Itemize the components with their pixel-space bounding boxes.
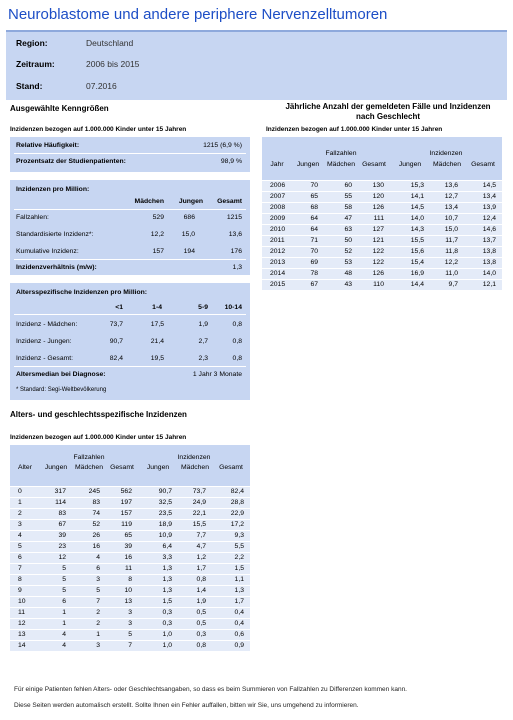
table-cell: 7 <box>106 640 138 651</box>
table-cell: 562 <box>106 486 138 497</box>
table-cell: 14,3 <box>390 224 430 235</box>
row-label-cell: 2008 <box>262 202 292 213</box>
table-cell: 2 <box>72 607 106 618</box>
col-header: Jungen <box>398 160 422 168</box>
row-label-cell: 2 <box>10 508 40 519</box>
table-cell: 7,7 <box>178 530 212 541</box>
table-cell: 10 <box>106 585 138 596</box>
table-cell: 17,2 <box>212 519 250 530</box>
row-label-cell: 10 <box>10 596 40 607</box>
table-cell: 3 <box>72 640 106 651</box>
table-cell: 32,5 <box>138 497 178 508</box>
table-cell: 65 <box>292 191 324 202</box>
table-cell: 12,1 <box>464 279 502 290</box>
table-cell: 9,3 <box>212 530 250 541</box>
table-row <box>10 486 250 497</box>
table-cell: 0,3 <box>138 607 178 618</box>
alters-table <box>10 445 250 651</box>
table-cell: 130 <box>358 180 390 191</box>
group-header-inzidenzen: Inzidenzen <box>429 150 463 157</box>
kenngroessen-subtitle: Inzidenzen bezogen auf 1.000.000 Kinder unter 15 Jahren <box>10 126 187 133</box>
table-row <box>10 508 250 519</box>
info-value: 2006 bis 2015 <box>86 59 140 69</box>
alter-cell: 73,7 <box>109 321 123 328</box>
info-box <box>6 30 507 100</box>
table-cell: 12,4 <box>464 213 502 224</box>
table-cell: 0,4 <box>212 618 250 629</box>
table-cell: 83 <box>40 508 72 519</box>
table-cell: 39 <box>40 530 72 541</box>
table-cell: 63 <box>324 224 358 235</box>
table-cell: 5 <box>106 629 138 640</box>
col-header: Gesamt <box>110 463 134 471</box>
table-cell: 4 <box>72 552 106 563</box>
col-header: Mädchen <box>181 463 209 471</box>
table-cell: 0,3 <box>178 629 212 640</box>
table-row <box>10 519 250 530</box>
table-cell: 197 <box>106 497 138 508</box>
jaehrlich-title-1: Jährliche Anzahl der gemeldeten Fälle und Inzidenzen <box>285 102 491 111</box>
studien-label: Prozentsatz der Studienpatienten: <box>16 158 126 165</box>
group-header-fallzahlen: Fallzahlen <box>325 150 357 157</box>
table-cell: 5 <box>72 585 106 596</box>
row-label-cell: 2012 <box>262 246 292 257</box>
alter-cell: 2,3 <box>198 355 208 362</box>
table-cell: 13,8 <box>464 257 502 268</box>
table-cell: 15,5 <box>178 519 212 530</box>
alter-cell: 0,8 <box>232 338 242 345</box>
alter-header: <1 <box>115 304 123 311</box>
table-row <box>262 191 502 202</box>
header-spacer <box>10 445 40 461</box>
table-cell: 5 <box>40 574 72 585</box>
table-cell: 73,7 <box>178 486 212 497</box>
table-cell: 15,3 <box>390 180 430 191</box>
table-cell: 14,1 <box>390 191 430 202</box>
divider <box>14 209 246 210</box>
jaehrlich-title-2: nach Geschlecht <box>355 112 421 121</box>
table-cell: 126 <box>358 268 390 279</box>
col-header: Gesamt <box>362 160 386 168</box>
col-header: Gesamt <box>471 160 495 168</box>
table-cell: 1,5 <box>138 596 178 607</box>
table-cell: 67 <box>40 519 72 530</box>
table-row <box>262 202 502 213</box>
inzidenzen-box <box>10 180 250 275</box>
table-cell: 74 <box>72 508 106 519</box>
table-cell: 1,1 <box>212 574 250 585</box>
alter-cell: 82,4 <box>109 355 123 362</box>
table-cell: 39 <box>106 541 138 552</box>
row-label-cell: 1 <box>10 497 40 508</box>
table-cell: 110 <box>358 279 390 290</box>
group-header-inzidenzen: Inzidenzen <box>177 454 211 461</box>
table-row <box>262 235 502 246</box>
table-cell: 1,3 <box>212 585 250 596</box>
table-cell: 3 <box>106 618 138 629</box>
table-cell: 60 <box>324 180 358 191</box>
row-label-cell: 12 <box>10 618 40 629</box>
table-row <box>10 640 250 651</box>
inz-cell: 529 <box>152 214 164 221</box>
haeufigkeit-value: 1215 (6,9 %) <box>203 142 242 149</box>
table-cell: 0,3 <box>138 618 178 629</box>
alter-header: 1-4 <box>152 304 162 311</box>
table-cell: 0,4 <box>212 607 250 618</box>
table-cell: 24,9 <box>178 497 212 508</box>
table-cell: 9,7 <box>430 279 464 290</box>
table-cell: 14,5 <box>390 202 430 213</box>
table-cell: 0,8 <box>178 574 212 585</box>
table-cell: 69 <box>292 257 324 268</box>
table-cell: 14,6 <box>464 224 502 235</box>
row-label-cell: 11 <box>10 607 40 618</box>
table-cell: 3,3 <box>138 552 178 563</box>
row-label-cell: 0 <box>10 486 40 497</box>
table-cell: 14,5 <box>464 180 502 191</box>
table-cell: 1,7 <box>178 563 212 574</box>
inz-cell: 13,6 <box>228 231 242 238</box>
table-cell: 122 <box>358 257 390 268</box>
table-row <box>10 596 250 607</box>
table-cell: 1,3 <box>138 574 178 585</box>
table-row <box>262 257 502 268</box>
table-cell: 1,2 <box>178 552 212 563</box>
row-label-cell: 9 <box>10 585 40 596</box>
table-cell: 58 <box>324 202 358 213</box>
table-cell: 1,4 <box>178 585 212 596</box>
divider <box>14 366 246 367</box>
standard-note: * Standard: Segi-Weltbevölkerung <box>16 387 107 393</box>
table-row <box>10 541 250 552</box>
studien-value: 98,9 % <box>220 158 242 165</box>
header-padding <box>262 171 502 180</box>
table-row <box>10 552 250 563</box>
info-label: Region: <box>16 38 48 48</box>
col-header: Jungen <box>44 463 68 471</box>
jaehrlich-table <box>262 137 502 290</box>
divider <box>14 153 246 154</box>
table-cell: 5 <box>40 563 72 574</box>
alter-row-label: Inzidenz - Gesamt: <box>16 355 74 362</box>
jaehrlich-subtitle: Inzidenzen bezogen auf 1.000.000 Kinder unter 15 Jahren <box>266 126 443 133</box>
table-cell: 71 <box>292 235 324 246</box>
table-cell: 53 <box>324 257 358 268</box>
table-cell: 28,8 <box>212 497 250 508</box>
table-cell: 14,0 <box>464 268 502 279</box>
col-header: Jungen <box>296 160 320 168</box>
table-cell: 52 <box>72 519 106 530</box>
alters-inzidenz-box <box>10 283 250 400</box>
row-label-cell: 2006 <box>262 180 292 191</box>
table-cell: 26 <box>72 530 106 541</box>
table-cell: 1,3 <box>138 585 178 596</box>
haeufigkeit-label: Relative Häufigkeit: <box>16 142 80 149</box>
table-cell: 3 <box>106 607 138 618</box>
table-cell: 22,9 <box>212 508 250 519</box>
table-cell: 1 <box>72 629 106 640</box>
table-cell: 23 <box>40 541 72 552</box>
table-cell: 12 <box>40 552 72 563</box>
info-row-zeitraum <box>16 59 139 69</box>
table-cell: 4 <box>40 640 72 651</box>
inz-header-maedchen: Mädchen <box>134 198 164 205</box>
alter-cell: 0,8 <box>232 321 242 328</box>
table-cell: 6,4 <box>138 541 178 552</box>
table-cell: 15,0 <box>430 224 464 235</box>
alter-row-label: Inzidenz - Jungen: <box>16 338 72 345</box>
table-row <box>10 618 250 629</box>
alter-cell: 0,8 <box>232 355 242 362</box>
table-row <box>10 629 250 640</box>
table-cell: 16 <box>72 541 106 552</box>
info-label: Zeitraum: <box>16 59 55 69</box>
table-row <box>10 585 250 596</box>
col-header-jahr: Jahr <box>270 160 284 168</box>
table-row <box>10 563 250 574</box>
table-cell: 317 <box>40 486 72 497</box>
row-label-cell: 2015 <box>262 279 292 290</box>
inz-row-label: Standardisierte Inzidenz*: <box>16 231 94 238</box>
col-header: Mädchen <box>433 160 461 168</box>
kenngroessen-title: Ausgewählte Kenngrößen <box>10 104 109 113</box>
alters-title: Alters- und geschlechtsspezifische Inzidenzen <box>10 410 187 419</box>
info-label: Stand: <box>16 81 43 91</box>
table-cell: 11,0 <box>430 268 464 279</box>
table-cell: 1 <box>40 618 72 629</box>
footer-note-1: Für einige Patienten fehlen Alters- oder Geschlechtsangaben, so dass es beim Summieren von Fallzahlen zu Differenzen kommen kann. <box>14 686 407 693</box>
table-cell: 13,9 <box>464 202 502 213</box>
table-cell: 0,5 <box>178 607 212 618</box>
table-cell: 22,1 <box>178 508 212 519</box>
info-value: Deutschland <box>86 38 134 48</box>
table-cell: 55 <box>324 191 358 202</box>
page-title: Neuroblastome und andere periphere Nervenzelltumoren <box>8 6 388 23</box>
inz-cell: 194 <box>183 248 195 255</box>
table-cell: 1,0 <box>138 629 178 640</box>
inz-cell: 15,0 <box>181 231 195 238</box>
table-cell: 47 <box>324 213 358 224</box>
inz-header-gesamt: Gesamt <box>217 198 242 205</box>
table-cell: 0,8 <box>178 640 212 651</box>
row-label-cell: 2011 <box>262 235 292 246</box>
inz-cell: 686 <box>183 214 195 221</box>
row-label-cell: 2013 <box>262 257 292 268</box>
table-cell: 5 <box>40 585 72 596</box>
table-cell: 18,9 <box>138 519 178 530</box>
table-cell: 12,2 <box>430 257 464 268</box>
table-cell: 127 <box>358 224 390 235</box>
table-cell: 0,6 <box>212 629 250 640</box>
table-cell: 13,6 <box>430 180 464 191</box>
table-cell: 121 <box>358 235 390 246</box>
table-cell: 15,4 <box>390 257 430 268</box>
alters-subtitle: Inzidenzen bezogen auf 1.000.000 Kinder unter 15 Jahren <box>10 434 187 441</box>
divider <box>14 314 246 315</box>
table-cell: 119 <box>106 519 138 530</box>
row-label-cell: 7 <box>10 563 40 574</box>
alter-cell: 2,7 <box>198 338 208 345</box>
table-cell: 16 <box>106 552 138 563</box>
table-cell: 13 <box>106 596 138 607</box>
alter-row-label: Inzidenz - Mädchen: <box>16 321 78 328</box>
alter-header: 10-14 <box>224 304 242 311</box>
table-cell: 68 <box>292 202 324 213</box>
inz-row-label: Kumulative Inzidenz: <box>16 248 79 255</box>
verhaeltnis-label: Inzidenzverhältnis (m/w): <box>16 264 97 271</box>
table-row <box>262 180 502 191</box>
table-cell: 0,5 <box>178 618 212 629</box>
table-cell: 23,5 <box>138 508 178 519</box>
table-cell: 70 <box>292 246 324 257</box>
row-label-cell: 13 <box>10 629 40 640</box>
inz-cell: 176 <box>230 248 242 255</box>
table-cell: 2 <box>72 618 106 629</box>
inz-cell: 157 <box>152 248 164 255</box>
alter-cell: 21,4 <box>150 338 164 345</box>
table-cell: 70 <box>292 180 324 191</box>
table-cell: 83 <box>72 497 106 508</box>
table-row <box>262 224 502 235</box>
table-cell: 1,7 <box>212 596 250 607</box>
table-cell: 4,7 <box>178 541 212 552</box>
table-cell: 48 <box>324 268 358 279</box>
table-row <box>10 607 250 618</box>
table-cell: 65 <box>106 530 138 541</box>
table-cell: 11,7 <box>430 235 464 246</box>
table-cell: 8 <box>106 574 138 585</box>
table-cell: 10,7 <box>430 213 464 224</box>
table-cell: 14,4 <box>390 279 430 290</box>
table-cell: 64 <box>292 213 324 224</box>
row-label-cell: 8 <box>10 574 40 585</box>
table-cell: 111 <box>358 213 390 224</box>
verhaeltnis-value: 1,3 <box>232 264 242 271</box>
col-header: Mädchen <box>327 160 355 168</box>
median-label: Altersmedian bei Diagnose: <box>16 371 106 378</box>
col-header: Jungen <box>146 463 170 471</box>
table-cell: 90,7 <box>138 486 178 497</box>
table-cell: 3 <box>72 574 106 585</box>
table-cell: 50 <box>324 235 358 246</box>
table-cell: 126 <box>358 202 390 213</box>
table-cell: 4 <box>40 629 72 640</box>
info-value: 07.2016 <box>86 81 117 91</box>
table-cell: 67 <box>292 279 324 290</box>
table-cell: 10,9 <box>138 530 178 541</box>
table-row <box>10 530 250 541</box>
table-cell: 82,4 <box>212 486 250 497</box>
table-cell: 11,8 <box>430 246 464 257</box>
inz-title: Inzidenzen pro Million: <box>16 186 90 193</box>
inz-cell: 12,2 <box>150 231 164 238</box>
table-cell: 13,7 <box>464 235 502 246</box>
table-cell: 122 <box>358 246 390 257</box>
table-cell: 1,9 <box>178 596 212 607</box>
haeufigkeit-box <box>10 137 250 172</box>
table-cell: 14,0 <box>390 213 430 224</box>
alter-cell: 19,5 <box>150 355 164 362</box>
row-label-cell: 3 <box>10 519 40 530</box>
col-header: Mädchen <box>75 463 103 471</box>
table-cell: 13,4 <box>464 191 502 202</box>
alter-cell: 17,5 <box>150 321 164 328</box>
table-cell: 7 <box>72 596 106 607</box>
median-value: 1 Jahr 3 Monate <box>192 371 242 378</box>
table-cell: 6 <box>40 596 72 607</box>
table-cell: 1,3 <box>138 563 178 574</box>
header-padding <box>10 473 250 486</box>
info-row-stand <box>16 81 117 91</box>
inz-cell: 1215 <box>226 214 242 221</box>
row-label-cell: 6 <box>10 552 40 563</box>
row-label-cell: 4 <box>10 530 40 541</box>
table-cell: 5,5 <box>212 541 250 552</box>
table-cell: 0,9 <box>212 640 250 651</box>
table-cell: 157 <box>106 508 138 519</box>
inz-row-label: Fallzahlen: <box>16 214 49 221</box>
row-label-cell: 5 <box>10 541 40 552</box>
alter-cell: 90,7 <box>109 338 123 345</box>
row-label-cell: 14 <box>10 640 40 651</box>
row-label-cell: 2009 <box>262 213 292 224</box>
table-cell: 1,0 <box>138 640 178 651</box>
table-cell: 13,4 <box>430 202 464 213</box>
table-row <box>262 213 502 224</box>
header-spacer <box>262 137 292 157</box>
table-row <box>10 497 250 508</box>
info-row-region <box>16 38 133 48</box>
row-label-cell: 2007 <box>262 191 292 202</box>
table-cell: 43 <box>324 279 358 290</box>
table-cell: 245 <box>72 486 106 497</box>
table-cell: 15,5 <box>390 235 430 246</box>
group-header-fallzahlen: Fallzahlen <box>73 454 105 461</box>
table-cell: 15,6 <box>390 246 430 257</box>
table-cell: 11 <box>106 563 138 574</box>
table-cell: 52 <box>324 246 358 257</box>
table-row <box>262 246 502 257</box>
footer-note-2: Diese Seiten werden automalisch erstellt. Sollte Ihnen ein Fehler auffallen, bitten wir Sie, uns umgehend zu informieren. <box>14 702 359 709</box>
alter-title: Altersspezifische Inzidenzen pro Million: <box>16 289 148 296</box>
table-cell: 1,5 <box>212 563 250 574</box>
row-label-cell: 2010 <box>262 224 292 235</box>
table-row <box>262 268 502 279</box>
table-cell: 16,9 <box>390 268 430 279</box>
alter-cell: 1,9 <box>198 321 208 328</box>
table-cell: 120 <box>358 191 390 202</box>
table-cell: 1 <box>40 607 72 618</box>
table-cell: 114 <box>40 497 72 508</box>
row-label-cell: 2014 <box>262 268 292 279</box>
jaehrlich-rows <box>262 180 502 290</box>
col-header: Gesamt <box>219 463 243 471</box>
alter-header: 5-9 <box>198 304 208 311</box>
table-cell: 2,2 <box>212 552 250 563</box>
table-cell: 6 <box>72 563 106 574</box>
inz-header-jungen: Jungen <box>178 198 203 205</box>
col-header-alter: Alter <box>18 463 32 471</box>
table-cell: 12,7 <box>430 191 464 202</box>
table-cell: 78 <box>292 268 324 279</box>
alters-rows <box>10 486 250 651</box>
table-row <box>10 574 250 585</box>
table-row <box>262 279 502 290</box>
divider <box>14 259 246 260</box>
table-cell: 13,8 <box>464 246 502 257</box>
table-cell: 64 <box>292 224 324 235</box>
